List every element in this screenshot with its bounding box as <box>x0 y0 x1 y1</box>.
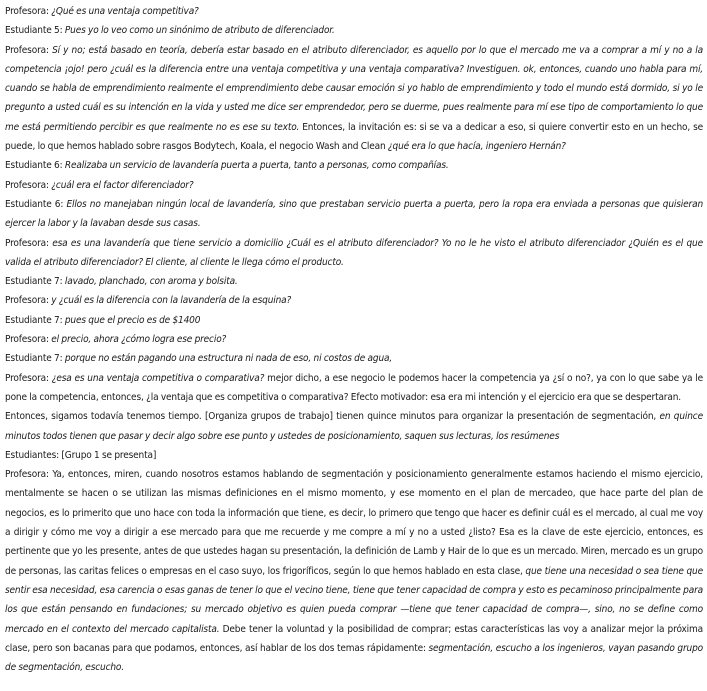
speaker-label: Profesora: <box>5 237 49 249</box>
speech-text: Entonces, la invitación es: si se va a dedicar a eso, si quiere convertir esto en un hecho, se puede, lo que hemos hablado sobre rasgos Bodytech, Koala, el negocio Wash and Clean <box>5 121 703 153</box>
transcript-turn <box>5 21 703 40</box>
transcript-turn <box>5 234 703 273</box>
quoted-speech-italic: Sí y no; está basado en teoría, debería estar basado en el atributo diferenciador, es aquello por lo que el mercado me va a comprar a mí y no a la competencia ¡ojo! pero ¿cuál es la diferencia entre una ventaja competitiva y una ventaja comparativa? Investiguen. ok, entonces, cuando uno habla para mí, cuando se habla de emprendimiento realmente el emprendimiento debe causar emoción si yo hablo de emprendimiento y todo el mundo está dormido, si yo le pregunto a usted cuál es su intención en la vida y usted me dice ser emprendedor, pero se duerme, pues realmente para mí ese tipo de comportamiento lo que me está permitiendo percibir es que realmente no es ese su texto. <box>5 44 703 133</box>
speaker-label: Estudiantes: <box>5 449 60 461</box>
speaker-label: Estudiante 6: <box>5 160 63 172</box>
speech-text: [Grupo 1 se presenta] <box>59 449 157 461</box>
speech-text: Debe tener la voluntad y la posibilidad de comprar; estas características las voy a analizar mejor la próxima clase, pero son bacanas para que podamos, entonces, así hablar de los dos temas rápidamente: <box>5 623 703 654</box>
quoted-speech-italic: Ellos no manejaban ningún local de lavandería, sino que prestaban servicio puerta a puerta, pero la ropa era enviada a personas que quisieran ejercer la labor y la lavaban desde sus casas. <box>5 198 703 230</box>
speaker-label: Profesora: <box>5 6 49 17</box>
quoted-speech-italic: Pues yo lo veo como un sinónimo de atributo de diferenciador. <box>62 25 335 37</box>
transcript-turn <box>5 330 703 349</box>
speaker-label: Estudiante 6: <box>5 198 64 210</box>
transcript-turn <box>5 176 703 195</box>
transcript-turn <box>5 156 703 175</box>
quoted-speech-italic: ¿esa es una ventaja competitiva o comparativa? <box>48 372 265 384</box>
transcript-turn <box>5 311 703 330</box>
quoted-speech-italic: esa es una lavandería que tiene servicio a domicilio ¿Cuál es el atributo diferenciador? Yo no le he visto el atributo diferenciador ¿Quién es el que valida el atributo diferenciador? El cliente, al cliente le llega cómo el producto. <box>5 237 703 268</box>
speaker-label: Profesora: <box>5 469 49 481</box>
quoted-speech-italic: Realizaba un servicio de lavandería puerta a puerta, tanto a personas, como compañías. <box>62 160 449 172</box>
transcript-body <box>5 2 703 677</box>
speaker-label: Profesora: <box>5 179 49 191</box>
speaker-label: Estudiante 7: <box>5 314 63 326</box>
transcript-turn <box>5 349 703 368</box>
transcript-turn <box>5 446 703 465</box>
quoted-speech-italic: ¿cuál era el factor diferenciador? <box>48 179 194 191</box>
quoted-speech-italic: lavado, planchado, con aroma y bolsita. <box>62 276 238 288</box>
quoted-speech-italic: en quince minutos todos tienen que pasar y decir algo sobre ese punto y ustedes de posicionamiento, saquen sus lecturas, los resúmenes <box>5 411 703 442</box>
speaker-label: Estudiante 5: <box>5 25 63 37</box>
speaker-label: Profesora: <box>5 44 49 56</box>
transcript-turn <box>5 2 703 21</box>
transcript-turn <box>5 195 703 234</box>
transcript-turn <box>5 369 703 408</box>
transcript-turn <box>5 407 703 446</box>
speaker-label: Estudiante 7: <box>5 276 63 288</box>
quoted-speech-italic: que tiene una necesidad o sea tiene que sentir esa necesidad, esa carencia o esas ganas de tener lo que el vecino tiene, tiene que tener capacidad de compra y esto es pecaminoso principalmente para los que están pensando en fundaciones; su mercado objetivo es quien pueda comprar —tiene que tener capacidad de compra—, sino, no se define como mercado en el contexto del mercado capitalista. <box>5 565 703 635</box>
speaker-label: Profesora: <box>5 295 49 307</box>
transcript-turn <box>5 465 703 677</box>
quoted-speech-italic: porque no están pagando una estructura ni nada de eso, ni costos de agua, <box>62 353 393 365</box>
quoted-speech-italic: ¿qué era lo que hacía, ingeniero Hernán? <box>387 141 566 153</box>
quoted-speech-italic: pues que el precio es de $1400 <box>62 314 201 326</box>
speech-text: Entonces, sigamos todavía tenemos tiempo. [Organiza grupos de trabajo] tienen quince minutos para organizar la presentación de segmentación, <box>5 411 660 423</box>
transcript-turn <box>5 291 703 310</box>
speaker-label: Profesora: <box>5 334 49 346</box>
quoted-speech-italic: el precio, ahora ¿cómo logra ese precio? <box>48 334 227 346</box>
quoted-speech-italic: segmentación, escucho a los ingenieros, vayan pasando grupo de segmentación, escucho. <box>5 642 703 674</box>
transcript-turn <box>5 272 703 291</box>
speech-text: Ya, entonces, miren, cuando nosotros estamos hablando de segmentación y posicionamiento generalmente estamos haciendo el mismo ejercicio, mentalmente se hacen o se utilizan las mismas definiciones en el mismo momento, y ese momento en el plan de mercadeo, que hace parte del plan de negocios, es lo primerito que uno hace con toda la información que tiene, es decir, lo primero que tengo que hacer es definir cuál es el mercado, al cual me voy a dirigir y cómo me voy a dirigir a ese mercado para que me recuerde y me compre a mí y no a usted ¿listo? Esa es la clave de este ejercicio, entonces, es pertinente que yo les presente, antes de que ustedes hagan su presentación, la definición de Lamb y Hair de lo que es un mercado. Miren, mercado es un grupo de personas, las caritas felices o empresas en el caso suyo, los frigoríficos, según lo que hemos hablado en esta clase, <box>5 469 703 577</box>
speaker-label: Profesora: <box>5 372 49 384</box>
quoted-speech-italic: ¿Qué es una ventaja competitiva? <box>48 6 199 17</box>
quoted-speech-italic: y ¿cuál es la diferencia con la lavandería de la esquina? <box>48 295 292 307</box>
transcript-turn <box>5 41 703 157</box>
speaker-label: Estudiante 7: <box>5 353 63 365</box>
speech-text: mejor dicho, a ese negocio le podemos hacer la competencia ya ¿sí o no?, ya con lo que sabe ya le pone la competencia, entonces, ¿la ventaja que es competitiva o comparativa? Efecto motivador: esa era mi intención y el ejercicio era que se despertaran. <box>5 372 703 403</box>
